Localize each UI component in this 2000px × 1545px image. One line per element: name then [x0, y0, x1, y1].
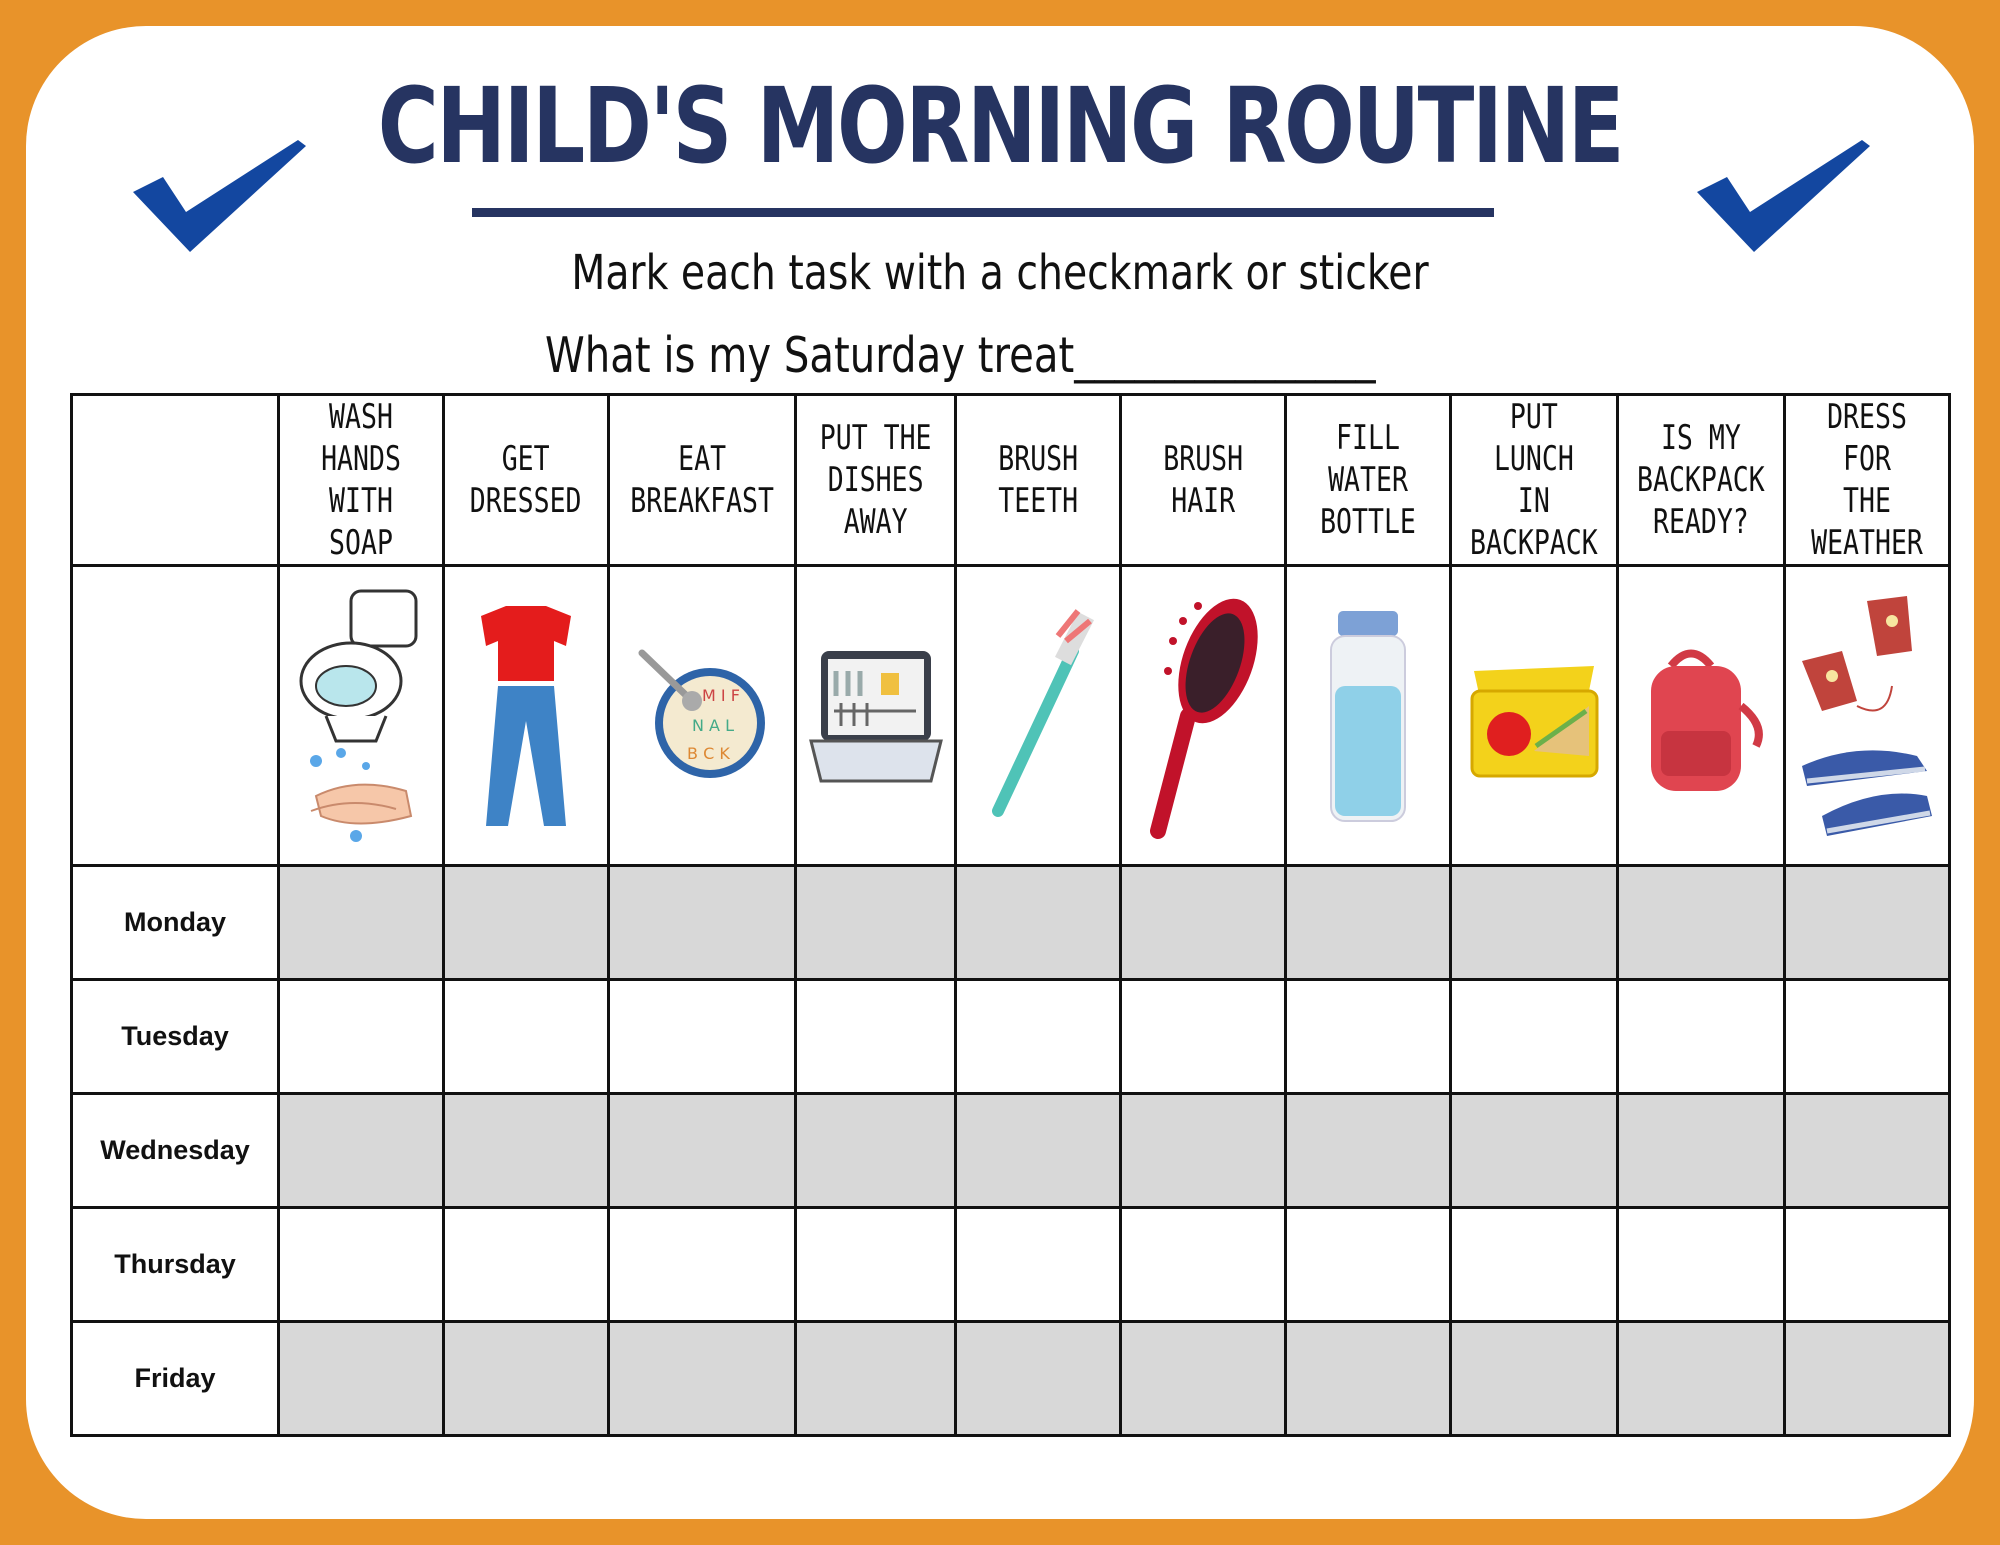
day-row — [72, 1322, 1950, 1436]
checkbox-cell[interactable] — [1286, 866, 1451, 980]
task-header-row — [72, 395, 1950, 566]
corner-cell — [72, 566, 279, 866]
toilet-handwash-icon — [279, 566, 444, 866]
checkbox-cell[interactable] — [796, 866, 956, 980]
checkbox-cell[interactable] — [609, 866, 796, 980]
checkbox-cell[interactable] — [279, 866, 444, 980]
checkbox-cell[interactable] — [1618, 1094, 1785, 1208]
svg-text:M I F: M I F — [702, 685, 741, 705]
task-header: BRUSH HAIR — [1121, 395, 1286, 566]
task-header: WASH HANDS WITH SOAP — [279, 395, 444, 566]
checkbox-cell[interactable] — [1451, 1208, 1618, 1322]
water-bottle-icon — [1286, 566, 1451, 866]
day-row — [72, 1094, 1950, 1208]
task-header: PUT THE DISHES AWAY — [796, 395, 956, 566]
checkbox-cell[interactable] — [444, 1094, 609, 1208]
checkbox-cell[interactable] — [444, 980, 609, 1094]
checkbox-cell[interactable] — [279, 1208, 444, 1322]
checkbox-cell[interactable] — [279, 980, 444, 1094]
checkbox-cell[interactable] — [1618, 1208, 1785, 1322]
checkbox-cell[interactable] — [1784, 1322, 1949, 1436]
checkbox-cell[interactable] — [796, 1094, 956, 1208]
checkbox-cell[interactable] — [609, 980, 796, 1094]
checkbox-cell[interactable] — [1618, 980, 1785, 1094]
checkbox-cell[interactable] — [1451, 866, 1618, 980]
checkbox-cell[interactable] — [1286, 1208, 1451, 1322]
checkbox-cell[interactable] — [1784, 1094, 1949, 1208]
title-underline — [472, 208, 1494, 217]
hairbrush-icon — [1121, 566, 1286, 866]
task-header: EAT BREAKFAST — [609, 395, 796, 566]
clothes-icon — [444, 566, 609, 866]
checkbox-cell[interactable] — [796, 980, 956, 1094]
checkbox-cell[interactable] — [1121, 1208, 1286, 1322]
checkbox-cell[interactable] — [956, 866, 1121, 980]
checkbox-cell[interactable] — [956, 980, 1121, 1094]
svg-text:N A L: N A L — [692, 715, 735, 735]
instructions-text: Mark each task with a checkmark or sticker — [571, 245, 1429, 301]
day-label: Thursday — [72, 1208, 279, 1322]
toothbrush-icon — [956, 566, 1121, 866]
checkbox-cell[interactable] — [796, 1322, 956, 1436]
lunchbox-icon — [1451, 566, 1618, 866]
day-label: Tuesday — [72, 980, 279, 1094]
day-label: Friday — [72, 1322, 279, 1436]
day-row — [72, 866, 1950, 980]
checkbox-cell[interactable] — [1784, 980, 1949, 1094]
mittens-sneakers-icon — [1784, 566, 1949, 866]
corner-cell — [72, 395, 279, 566]
checkbox-cell[interactable] — [1451, 1322, 1618, 1436]
checkbox-cell[interactable] — [956, 1322, 1121, 1436]
checkbox-cell[interactable] — [279, 1322, 444, 1436]
checkbox-cell[interactable] — [1121, 1094, 1286, 1208]
saturday-treat-prompt: What is my Saturday treat_______________ — [545, 327, 1376, 384]
day-label: Wednesday — [72, 1094, 279, 1208]
checkbox-cell[interactable] — [1121, 1322, 1286, 1436]
checkbox-cell[interactable] — [609, 1208, 796, 1322]
checkbox-cell[interactable] — [956, 1094, 1121, 1208]
checkbox-cell[interactable] — [1121, 866, 1286, 980]
checkbox-cell[interactable] — [1286, 1322, 1451, 1436]
checkbox-cell[interactable] — [609, 1322, 796, 1436]
day-row — [72, 1208, 1950, 1322]
routine-table — [70, 393, 1951, 1437]
checkbox-cell[interactable] — [444, 1322, 609, 1436]
checkbox-cell[interactable] — [1286, 1094, 1451, 1208]
checkbox-cell[interactable] — [1286, 980, 1451, 1094]
dishwasher-icon — [796, 566, 956, 866]
checkbox-cell[interactable] — [609, 1094, 796, 1208]
checkbox-cell[interactable] — [1451, 1094, 1618, 1208]
backpack-icon — [1618, 566, 1785, 866]
page-title: CHILD'S MORNING ROUTINE — [377, 65, 1623, 187]
task-header: IS MY BACKPACK READY? — [1618, 395, 1785, 566]
cereal-bowl-icon — [609, 566, 796, 866]
checkbox-cell[interactable] — [796, 1208, 956, 1322]
checkbox-cell[interactable] — [956, 1208, 1121, 1322]
task-header: PUT LUNCH IN BACKPACK — [1451, 395, 1618, 566]
task-header: DRESS FOR THE WEATHER — [1784, 395, 1949, 566]
task-header: GET DRESSED — [444, 395, 609, 566]
day-row — [72, 980, 1950, 1094]
checkbox-cell[interactable] — [1121, 980, 1286, 1094]
task-header: FILL WATER BOTTLE — [1286, 395, 1451, 566]
checkbox-cell[interactable] — [444, 866, 609, 980]
checkbox-cell[interactable] — [1784, 1208, 1949, 1322]
task-header: BRUSH TEETH — [956, 395, 1121, 566]
checkbox-cell[interactable] — [279, 1094, 444, 1208]
illustration-row — [72, 566, 1950, 866]
checkbox-cell[interactable] — [1451, 980, 1618, 1094]
checkbox-cell[interactable] — [444, 1208, 609, 1322]
checkbox-cell[interactable] — [1784, 866, 1949, 980]
checkbox-cell[interactable] — [1618, 866, 1785, 980]
checkbox-cell[interactable] — [1618, 1322, 1785, 1436]
svg-text:B C K: B C K — [687, 743, 730, 763]
day-label: Monday — [72, 866, 279, 980]
